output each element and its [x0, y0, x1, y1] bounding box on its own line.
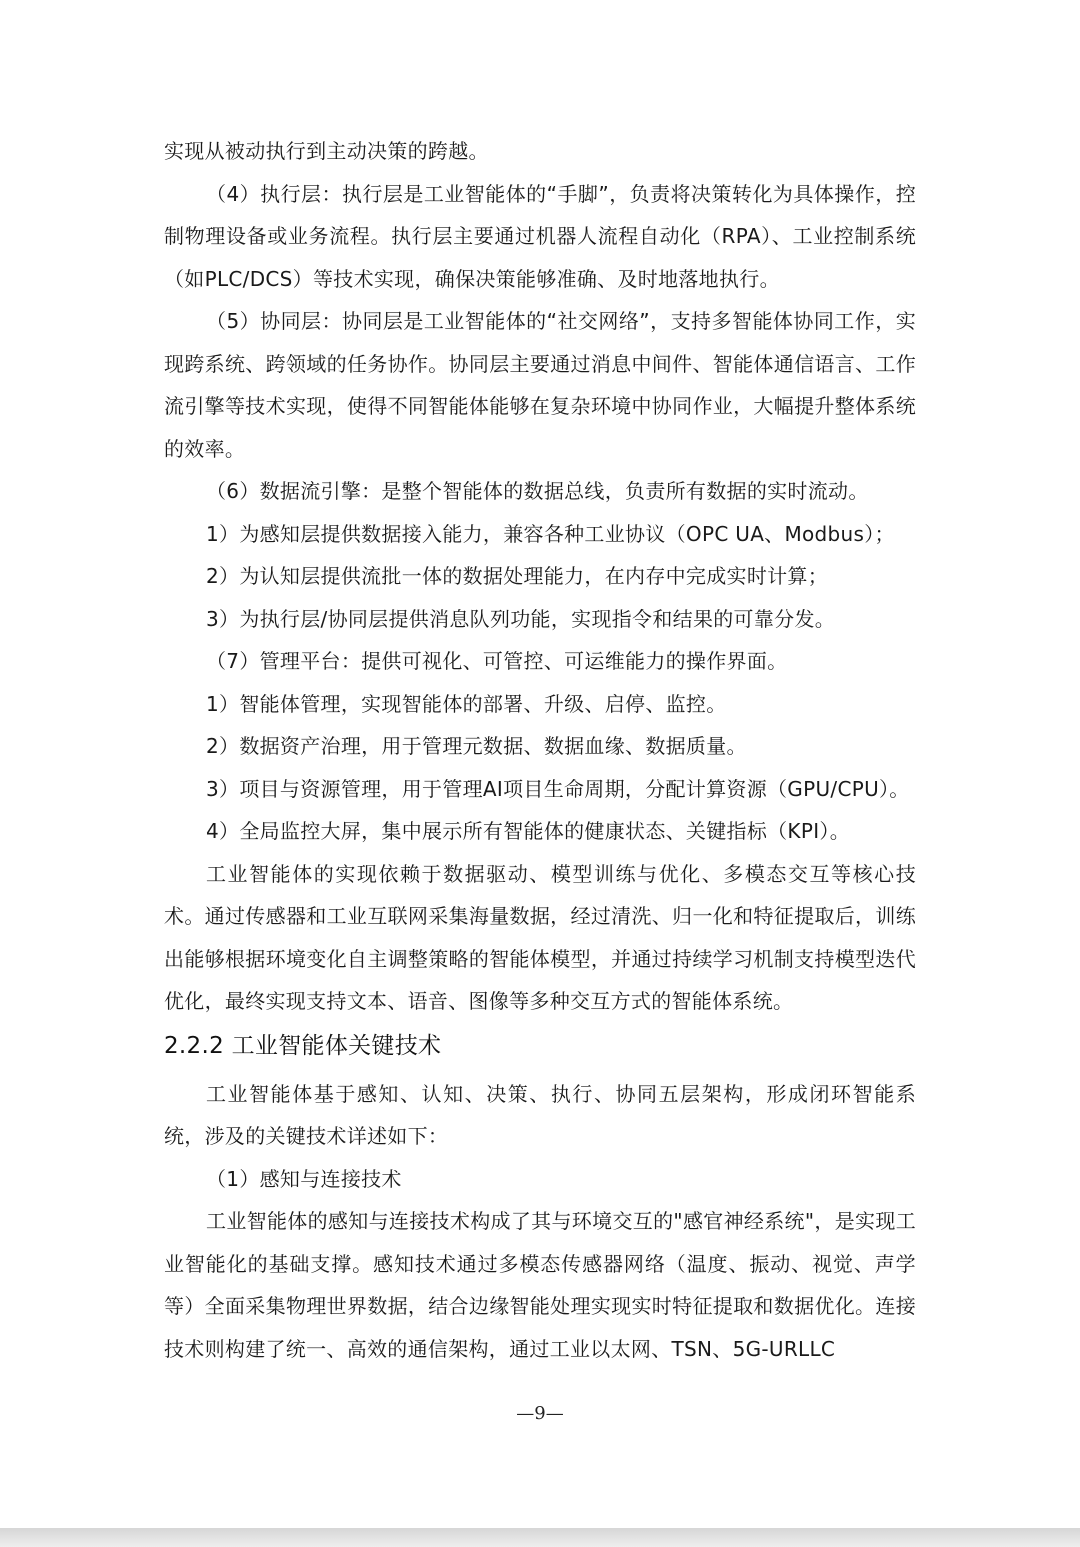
list-item: 2）为认知层提供流批一体的数据处理能力，在内存中完成实时计算；	[206, 564, 829, 588]
paragraph-data-flow-engine: （6）数据流引擎：是整个智能体的数据总线，负责所有数据的实时流动。	[206, 479, 869, 503]
paragraph-execution-layer: （4）执行层：执行层是工业智能体的“手脚”，负责将决策转化为具体操作，控制物理设备或业务流程。执行层主要通过机器人流程自动化（RPA）、工业控制系统（如PLC/DCS）等技术实现，确保决策能够准确、及时地落地执行。	[164, 181, 916, 291]
list-item: 3）为执行层/协同层提供消息队列功能，实现指令和结果的可靠分发。	[206, 606, 836, 631]
list-item: 2）数据资产治理，用于管理元数据、数据血缘、数据质量。	[206, 734, 747, 758]
list-item: 1）智能体管理，实现智能体的部署、升级、启停、监控。	[206, 691, 727, 716]
list-item: 3）项目与资源管理，用于管理AI项目生命周期，分配计算资源（GPU/CPU）。	[206, 776, 910, 801]
paragraph-continuation: 实现从被动执行到主动决策的跨越。	[164, 139, 489, 163]
paragraph-five-layer-architecture: 工业智能体基于感知、认知、决策、执行、协同五层架构，形成闭环智能系统，涉及的关键技术详述如下：	[164, 1081, 916, 1148]
subsection-heading-perception: （1）感知与连接技术	[206, 1166, 402, 1191]
section-heading: 2.2.2 工业智能体关键技术	[164, 1032, 442, 1059]
paragraph-implementation: 工业智能体的实现依赖于数据驱动、模型训练与优化、多模态交互等核心技术。通过传感器和工业互联网采集海量数据，经过清洗、归一化和特征提取后，训练出能够根据环境变化自主调整策略的智能体模型，并通过持续学习机制支持模型迭代优化，最终实现支持文本、语音、图像等多种交互方式的智能体系统。	[164, 861, 916, 1013]
page-content	[164, 130, 916, 1370]
paragraph-collaboration-layer: （5）协同层：协同层是工业智能体的“社交网络”，支持多智能体协同工作，实现跨系统、跨领域的任务协作。协同层主要通过消息中间件、智能体通信语言、工作流引擎等技术实现，使得不同智能体能够在复杂环境中协同作业，大幅提升整体系统的效率。	[164, 309, 916, 461]
page-bottom-edge	[0, 1528, 1080, 1547]
page-number: —9—	[516, 1403, 564, 1424]
paragraph-management-platform: （7）管理平台：提供可视化、可管控、可运维能力的操作界面。	[206, 649, 788, 673]
list-item: 1）为感知层提供数据接入能力，兼容各种工业协议（OPC UA、Modbus）；	[206, 521, 895, 546]
paragraph-perception-connection: 工业智能体的感知与连接技术构成了其与环境交互的"感官神经系统"，是实现工业智能化的基础支撑。感知技术通过多模态传感器网络（温度、振动、视觉、声学等）全面采集物理世界数据，结合边缘智能处理实现实时特征提取和数据优化。连接技术则构建了统一、高效的通信架构，通过工业以太网、TSN、5G-URLLC	[164, 1209, 916, 1361]
list-item: 4）全局监控大屏，集中展示所有智能体的健康状态、关键指标（KPI）。	[206, 819, 850, 843]
